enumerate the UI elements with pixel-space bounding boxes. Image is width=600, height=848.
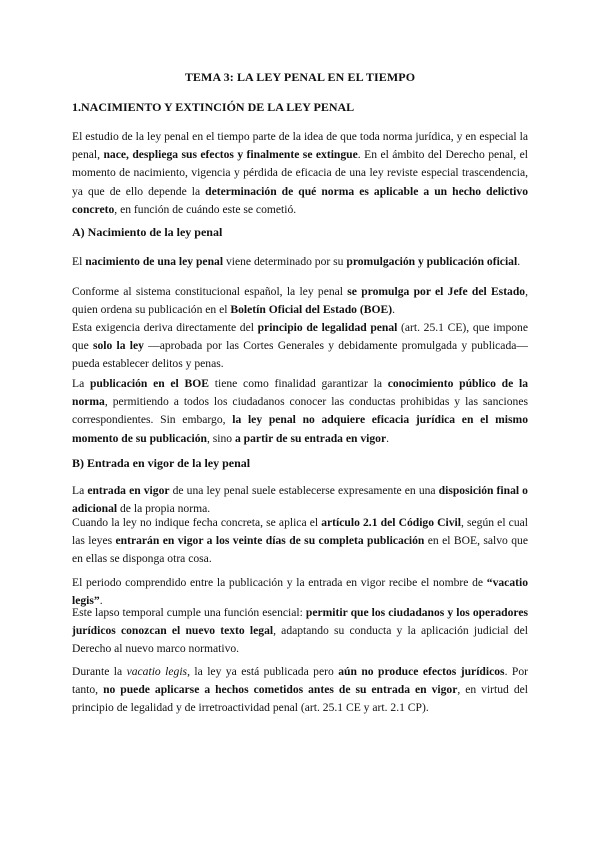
bold-text-run: determinación de qué norma es aplicable a un hecho delictivo concreto [72, 184, 528, 216]
paragraph-a4 [72, 375, 528, 448]
text-run: . [386, 431, 390, 445]
subsection-heading-b: B) Entrada en vigor de la ley penal [72, 456, 251, 470]
bold-text-run: conocimiento público de la norma [72, 377, 528, 409]
text-run: . [99, 594, 103, 608]
text-run: Esta exigencia deriva directamente del [72, 321, 258, 334]
paragraph-b5 [72, 663, 528, 718]
text-run: . En el ámbito del Derecho penal, el momento de nacimiento, vigencia y pérdida de eficacia de una ley reviste especial trascendencia, ya que de ello depende la [72, 148, 529, 198]
text-run: El [72, 255, 86, 268]
text-run: , en virtud del principio de legalidad y de irretroactividad penal (art. 25.1 CE y art. 2.1 CP). [72, 683, 528, 715]
text-run: Conforme al sistema constitucional español, la ley penal [72, 285, 348, 298]
bold-text-run: entrarán en vigor a los veinte días de su completa publicación [115, 534, 425, 548]
paragraph-b2 [72, 514, 528, 569]
text-run: , adaptando su conducta y la aplicación judicial del Derecho al nuevo marco normativo. [72, 624, 528, 656]
text-run: Cuando la ley no indique fecha concreta, se aplica el [72, 516, 322, 529]
paragraph-b4 [72, 604, 528, 659]
section-heading: 1.NACIMIENTO Y EXTINCIÓN DE LA LEY PENAL [72, 100, 355, 114]
paragraph-a1 [72, 253, 528, 271]
text-run: viene determinado por su [223, 255, 347, 268]
bold-text-run: nace, despliega sus efectos y finalmente se extingue [103, 148, 358, 162]
bold-text-run: publicación en el BOE [89, 377, 210, 390]
paragraph-a2 [72, 283, 528, 319]
intro-paragraph [72, 128, 528, 219]
text-run: La [72, 377, 90, 390]
text-run: El estudio de la ley penal en el tiempo parte de la idea de que toda norma jurídica, y en especial la penal, [72, 130, 528, 162]
text-run: El periodo comprendido entre la publicación y la entrada en vigor recibe el nombre de [72, 576, 487, 589]
text-run: . [517, 255, 521, 268]
bold-text-run: se promulga por el Jefe del Estado [347, 285, 526, 298]
text-run: . [392, 303, 395, 317]
bold-text-run: solo la ley [92, 339, 144, 353]
text-run: La [72, 484, 88, 497]
text-run: , permitiendo a todos los ciudadanos conocer las conductas prohibidas y las sanciones correspondientes. Sin embargo, [72, 395, 528, 427]
document-title: TEMA 3: LA LEY PENAL EN EL TIEMPO [184, 70, 416, 84]
bold-text-run: entrada en vigor [87, 484, 170, 497]
bold-text-run: principio de legalidad penal [257, 321, 398, 334]
text-run: , en función de cuándo este se cometió. [114, 202, 297, 216]
text-run: , según el cual las leyes [72, 516, 528, 548]
text-run: , la ley ya está publicada pero [187, 665, 339, 678]
bold-text-run: aún no produce efectos jurídicos [338, 665, 505, 678]
bold-text-run: artículo 2.1 del Código Civil [321, 516, 461, 529]
text-run: , sino [206, 431, 235, 445]
text-run: en el BOE, salvo que en ellas se disponga otra cosa. [72, 534, 528, 566]
text-run: (art. 25.1 CE), que impone que [72, 321, 529, 353]
text-run: de una ley penal suele establecerse expresamente en una [169, 484, 439, 497]
text-run: . Por tanto, [72, 665, 529, 697]
bold-text-run: a partir de su entrada en vigor [234, 431, 387, 445]
text-run: Durante la [72, 665, 127, 678]
text-run: Este lapso temporal cumple una función esencial: [72, 606, 306, 619]
text-run: de la propia norma. [117, 502, 211, 516]
bold-text-run: “vacatio legis” [72, 576, 528, 608]
italic-text-run: vacatio legis [126, 665, 188, 678]
paragraph-b1 [72, 482, 528, 518]
text-run: , quien ordena su publicación en el [72, 285, 528, 317]
bold-text-run: Boletín Oficial del Estado (BOE) [230, 303, 393, 317]
bold-text-run: promulgación y publicación oficial [346, 255, 518, 268]
bold-text-run: no puede aplicarse a hechos cometidos antes de su entrada en vigor [103, 683, 458, 697]
bold-text-run: la ley penal no adquiere eficacia jurídica en el mismo momento de su publicación [72, 413, 528, 445]
text-run: —aprobada por las Cortes Generales y debidamente promulgada y publicada— pueda establecer delitos y penas. [72, 339, 528, 371]
bold-text-run: disposición final o adicional [72, 484, 528, 516]
bold-text-run: nacimiento de una ley penal [85, 255, 224, 268]
text-run: tiene como finalidad garantizar la [209, 377, 388, 390]
paragraph-a3 [72, 319, 528, 374]
bold-text-run: permitir que los ciudadanos y los operadores jurídicos conozcan el nuevo texto legal [72, 606, 528, 638]
subsection-heading-a: A) Nacimiento de la ley penal [72, 225, 223, 239]
